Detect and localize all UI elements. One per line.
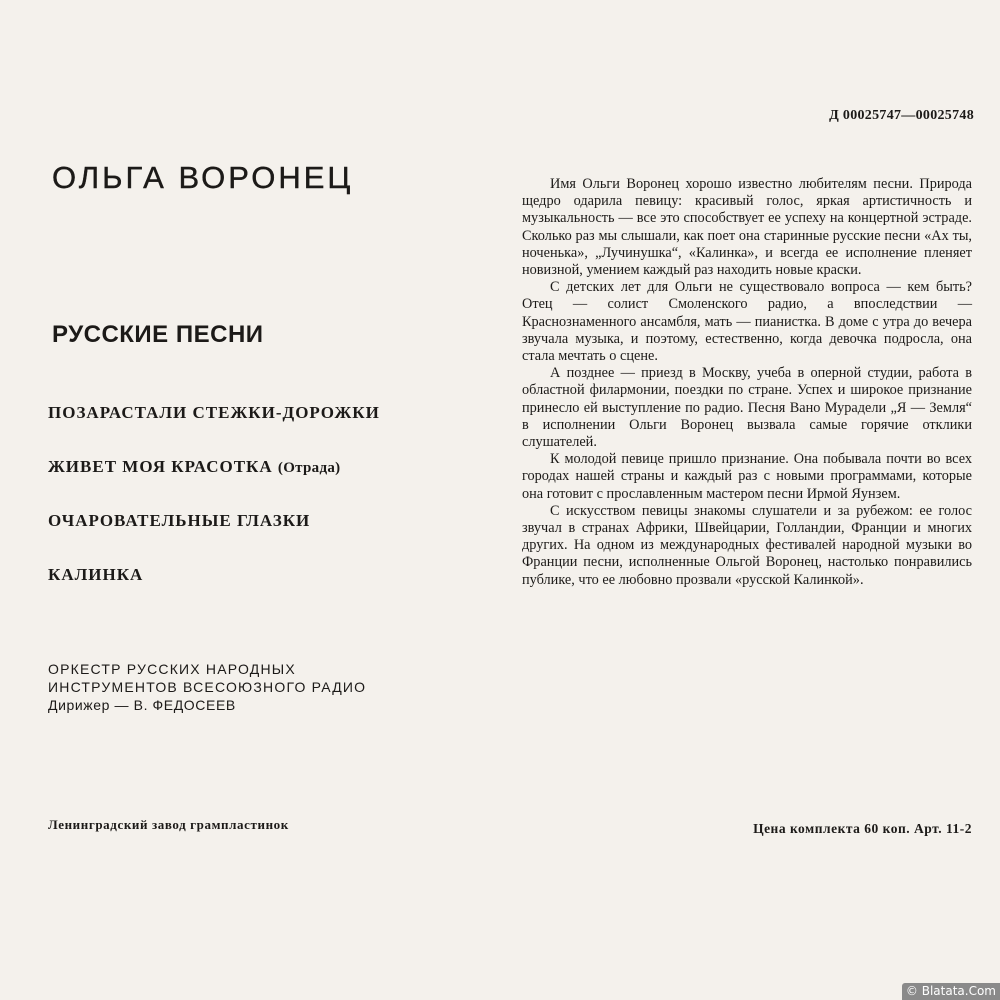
track-note: (Отрада): [277, 460, 341, 476]
biography-paragraph: А позднее — приезд в Москву, учеба в оперной студии, работа в областной филармонии, поездки по стране. Успех и широкое признание принесло ей выступление по радио. Песня Вано Мурадели „Я — Земля“ в исполнении Ольги Воронец вызвала самые горячие отклики слушателей.: [522, 365, 972, 451]
track-item: [48, 454, 380, 508]
biography-paragraph: С детских лет для Ольги не существовало вопроса — кем быть? Отец — солист Смоленского радио, а впоследствии — Краснознаменного ансамбля, мать — пианистка. В доме с утра до вечера звучала музыка, и поэтому, естественно, когда девочка подросла, она стала мечтать о сцене.: [522, 279, 972, 365]
conductor-credit: Дирижер — В. ФЕДОСЕЕВ: [48, 697, 236, 713]
track-item: [48, 562, 380, 616]
manufacturer-label: Ленинградский завод грампластинок: [48, 817, 289, 832]
orchestra-line: ИНСТРУМЕНТОВ ВСЕСОЮЗНОГО РАДИО: [48, 679, 367, 695]
price-label: Цена комплекта 60 коп. Арт. 11-2: [753, 821, 972, 836]
performer-credits: [48, 660, 366, 714]
album-subtitle: РУССКИЕ ПЕСНИ: [52, 321, 264, 348]
catalog-number: Д 00025747—00025748: [829, 108, 974, 123]
track-title: ОЧАРОВАТЕЛЬНЫЕ ГЛАЗКИ: [48, 511, 311, 530]
biography-paragraph: К молодой певице пришло признание. Она побывала почти во всех городах нашей страны и каждый раз с новыми программами, которые она готовит с прославленным мастером песни Ирмой Яунзем.: [522, 451, 972, 502]
track-list: [48, 400, 380, 616]
biography-paragraph: С искусством певицы знакомы слушатели и за рубежом: ее голос звучал в странах Африки, Швейцарии, Голландии, Франции и многих других. На одном из международных фестивалей народной музыки во Франции песни, исполненные Ольгой Воронец, настолько понравились публике, что ее любовно прозвали «русской Калинкой».: [522, 502, 972, 588]
track-title: ПОЗАРАСТАЛИ СТЕЖКИ-ДОРОЖКИ: [48, 403, 380, 422]
track-item: [48, 508, 380, 562]
track-title: ЖИВЕТ МОЯ КРАСОТКА: [48, 457, 273, 476]
track-item: [48, 400, 380, 454]
orchestra-line: ОРКЕСТР РУССКИХ НАРОДНЫХ: [48, 661, 296, 677]
artist-name: ОЛЬГА ВОРОНЕЦ: [52, 160, 354, 195]
biography-paragraph: Имя Ольги Воронец хорошо известно любителям песни. Природа щедро одарила певицу: красивый голос, яркая артистичность и музыкальность — все это способствует ее успеху на концертной эстраде. Сколько раз мы слышали, как поет она старинные русские песни «Ах ты, ноченька», „Лучинушка“, «Калинка», и всегда ее исполнение пленяет новизной, умением каждый раз находить новые краски.: [522, 176, 972, 279]
watermark-badge: © Blatata.Com: [902, 983, 1000, 1000]
track-title: КАЛИНКА: [48, 565, 144, 584]
biography-text: [522, 176, 972, 589]
